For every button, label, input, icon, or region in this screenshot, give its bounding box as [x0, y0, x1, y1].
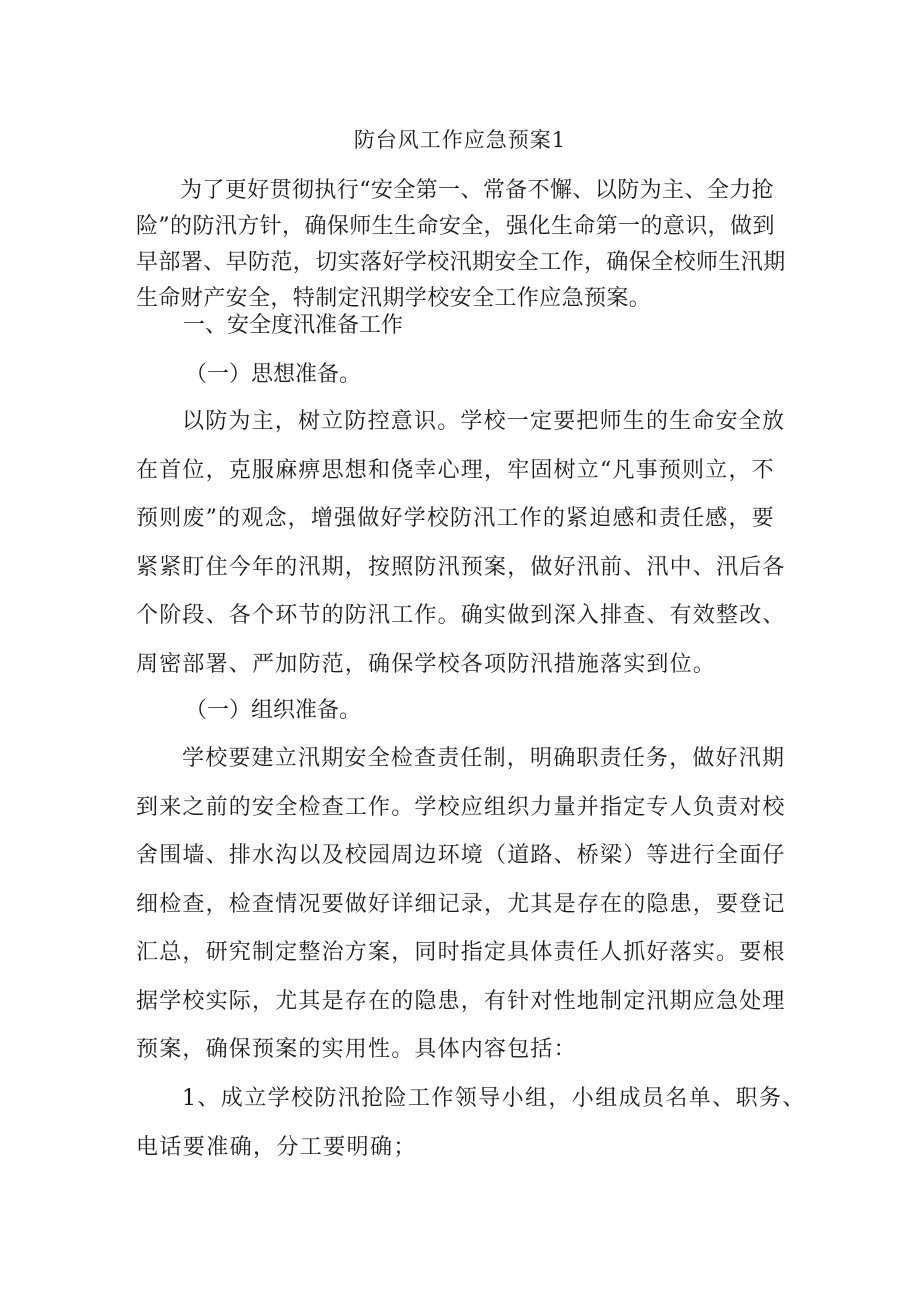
intro-paragraph: 为了更好贯彻执行“安全第一、常备不懈、以防为主、全力抢险”的防汛方针，确保师生生命安全，强化生命第一的意识，做到早部署、早防范，切实落好学校汛期安全工作，确保全校师生汛期生命财产安全，特制定汛期学校安全工作应急预案。: [136, 178, 786, 311]
body-paragraph-organization: 学校要建立汛期安全检查责任制，明确职责任务，做好汛期到来之前的安全检查工作。学校应组织力量并指定专人负责对校舍围墙、排水沟以及校园周边环境（道路、桥梁）等进行全面仔细检查，检查情况要做好详细记录，尤其是存在的隐患，要登记汇总，研究制定整治方案，同时指定具体责任人抓好落实。要根据学校实际，尤其是存在的隐患，有针对性地制定汛期应急处理预案，确保预案的实用性。具体内容包括：: [136, 746, 786, 1062]
document-title: 防台风工作应急预案1: [353, 128, 567, 152]
list-item-1: 1、成立学校防汛抢险工作领导小组，小组成员名单、职务、电话要准确，分工要明确；: [136, 1086, 806, 1160]
body-paragraph-ideology: 以防为主，树立防控意识。学校一定要把师生的生命安全放在首位，克服麻痹思想和侥幸心理，牢固树立“凡事预则立，不预则废”的观念，增强做好学校防汛工作的紧迫感和责任感，要紧紧盯住今年的汛期，按照防汛预案，做好汛前、汛中、汛后各个阶段、各个环节的防汛工作。确实做到深入排查、有效整改、周密部署、严加防范，确保学校各项防汛措施落实到位。: [136, 409, 786, 677]
subsection-heading-ideology: （一）思想准备。: [185, 362, 362, 387]
subsection-heading-organization: （一）组织准备。: [185, 698, 362, 723]
section-heading: 一、安全度汛准备工作: [183, 313, 404, 338]
